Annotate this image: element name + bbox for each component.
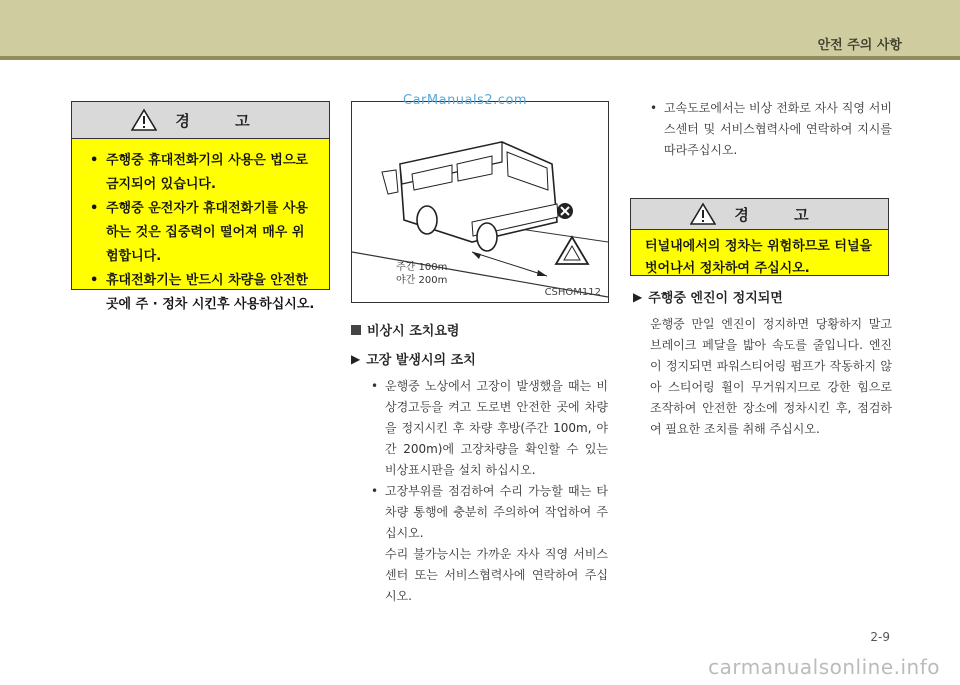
van-warning-triangle-drawing: [352, 102, 608, 302]
subheading-breakdown: ▶ 고장 발생시의 조치: [351, 351, 476, 368]
paragraph: 운행중 만일 엔진이 정지하면 당황하지 말고 브레이크 페달을 밟아 속도를 줄입니다. 엔진이 정지되면 파워스티어링 펌프가 작동하지 않아 스티어링 휠이 무거워지므로 강한 힘으로 조작하여 안전한 장소에 정차시킨 후, 점검하여 필요한 조치를 취해 주십시오.: [650, 317, 892, 436]
triangle-arrow-icon: ▶: [633, 289, 643, 304]
warning-header: [72, 102, 329, 139]
warning-item: • 주행중 휴대전화기의 사용은 법으로 금지되어 있습니다.: [88, 149, 315, 197]
breakdown-instructions: [371, 376, 608, 607]
warning-body: [631, 230, 888, 286]
warning-triangle-icon: [690, 202, 716, 226]
warning-box-tunnel: [630, 198, 889, 276]
page-number: 2-9: [870, 630, 890, 644]
footer-watermark: carmanualsonline.info: [708, 655, 940, 679]
distance-label-day: 주간 100m: [396, 262, 448, 273]
warning-text: 터널내에서의 정차는 위험하므로 터널을 벗어나서 정차하여 주십시오.: [645, 239, 873, 276]
header-divider: [0, 56, 960, 60]
warning-box-phone: [71, 101, 330, 312]
triangle-arrow-icon: ▶: [351, 351, 361, 366]
header-bar: [0, 0, 960, 56]
section-heading: 비상시 조치요령: [351, 320, 459, 339]
warning-header: [631, 199, 888, 230]
warning-title: 경 고: [734, 205, 829, 224]
distance-label-night: 야간 200m: [396, 275, 448, 286]
warning-body: [72, 139, 329, 325]
breakdown-illustration: [351, 101, 609, 303]
section-title: 안전 주의 사항: [817, 38, 902, 53]
warning-triangle-icon: [131, 108, 157, 132]
engine-stop-instructions: [650, 314, 892, 440]
square-bullet-icon: [351, 325, 361, 335]
highway-instruction: [650, 98, 892, 161]
subheading-engine-stop: ▶ 주행중 엔진이 정지되면: [633, 289, 783, 306]
watermark: CarManuals2.com: [403, 93, 528, 108]
figure-code: CSHOM112: [544, 287, 601, 298]
list-item: • 고장부위를 점검하여 수리 가능할 때는 타 차량 통행에 충분히 주의하여 작업하여 주십시오.: [371, 481, 608, 544]
list-item: • 운행중 노상에서 고장이 발생했을 때는 비상경고등을 켜고 도로변 안전한 곳에 차량을 정지시킨 후 차량 후방(주간 100m, 야간 200m)에 고장차량을 확인할 수 있는 비상표시판을 설치 하십시오.: [371, 376, 608, 481]
warning-title: 경 고: [175, 111, 270, 130]
paragraph: 수리 불가능시는 가까운 자사 직영 서비스센터 또는 서비스협력사에 연락하여 주십시오.: [385, 547, 608, 603]
warning-item: • 주행중 운전자가 휴대전화기를 사용하는 것은 집중력이 떨어져 매우 위험합니다.: [88, 197, 315, 269]
warning-item: • 휴대전화기는 반드시 차량을 안전한 곳에 주 · 정차 시킨후 사용하십시오.: [88, 269, 315, 317]
list-item: • 고속도로에서는 비상 전화로 자사 직영 서비스센터 및 서비스협력사에 연락하여 지시를 따라주십시오.: [650, 98, 892, 161]
